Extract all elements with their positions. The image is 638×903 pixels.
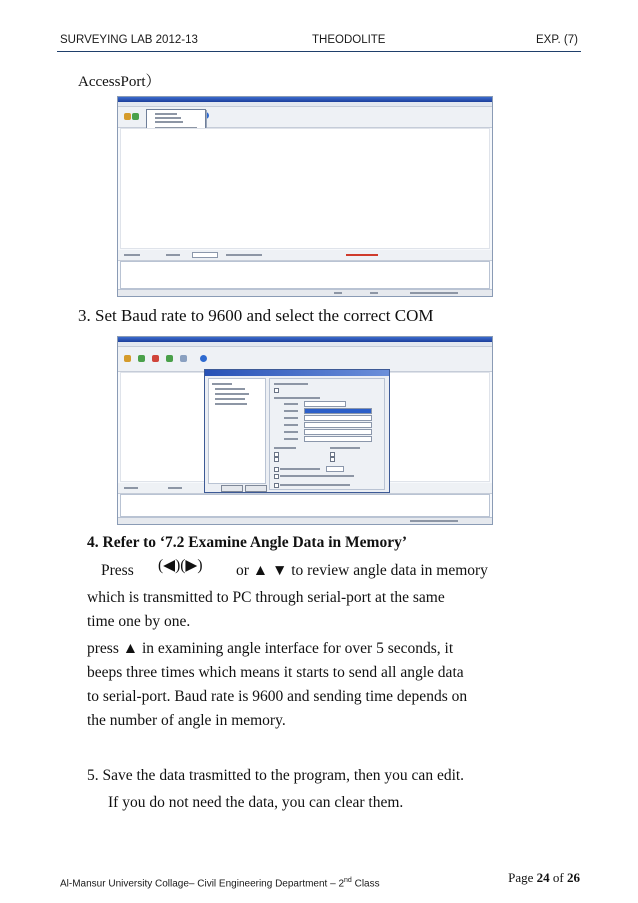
footer-superscript: nd <box>344 877 352 884</box>
step4-line2: which is transmitted to PC through serial-port at the same <box>87 589 445 606</box>
window-status-bar <box>118 289 492 296</box>
toolbar-settings-icon <box>166 355 173 362</box>
screenshot-baud-settings <box>117 336 493 525</box>
header-rule <box>57 51 581 52</box>
page-word: Page <box>508 870 537 885</box>
header-topic: THEODOLITE <box>312 34 386 46</box>
caption-accessport: AccessPort） <box>78 74 161 90</box>
header-course: SURVEYING LAB 2012-13 <box>60 34 198 46</box>
field-stop-bits <box>304 429 372 435</box>
send-toolbar <box>118 250 492 261</box>
window-status-bar-2 <box>118 517 492 524</box>
step4-arrows: or ▲ ▼ to review angle data in memory <box>236 562 488 579</box>
field-data-bits <box>304 422 372 428</box>
page-number <box>508 870 580 886</box>
dialog-cancel-button <box>245 485 267 492</box>
step5-line1: 5. Save the data trasmitted to the program, then you can edit. <box>87 767 465 784</box>
toolbar-connect-icon-2 <box>138 355 145 362</box>
settings-fields-panel <box>269 378 385 490</box>
toolbar-folder-icon <box>124 113 131 120</box>
toolbar-folder-icon-2 <box>124 355 131 362</box>
settings-dialog-title <box>205 370 389 376</box>
footer-class: Class <box>351 878 380 890</box>
field-flow-control <box>304 436 372 442</box>
step4-line4: press ▲ in examining angle interface for over 5 seconds, it <box>87 640 454 657</box>
screenshot-accessport-menu <box>117 96 493 297</box>
send-area <box>120 261 490 289</box>
field-port <box>304 401 346 407</box>
step4-line3: time one by one. <box>87 613 191 630</box>
step4-keys: (◀)(▶) <box>158 557 203 574</box>
send-area-2 <box>120 494 490 517</box>
settings-dialog <box>204 369 390 493</box>
toolbar-monitor-icon <box>180 355 187 362</box>
header-experiment: EXP. (7) <box>536 34 578 46</box>
receive-area <box>120 128 490 249</box>
page-current: 24 <box>536 870 550 885</box>
page-total: 26 <box>567 870 580 885</box>
page-of: of <box>549 870 567 885</box>
step4-line5: beeps three times which means it starts to send all angle data <box>87 664 464 681</box>
field-parity <box>304 415 372 421</box>
step4-title: 4. Refer to ‘7.2 Examine Angle Data in Memory’ <box>87 534 407 551</box>
step5-line2: If you do not need the data, you can clear them. <box>108 794 404 811</box>
toolbar-connect-icon <box>132 113 139 120</box>
toolbar-stop-icon <box>152 355 159 362</box>
step4-line6: to serial-port. Baud rate is 9600 and sending time depends on <box>87 688 468 705</box>
dialog-ok-button <box>221 485 243 492</box>
footer-institution <box>60 877 380 889</box>
footer-text: Al-Mansur University Collage– Civil Engineering Department – 2 <box>60 878 345 890</box>
step3-text: 3. Set Baud rate to 9600 and select the correct COM <box>78 306 434 325</box>
step4-line7: the number of angle in memory. <box>87 712 286 729</box>
step4-press: Press <box>101 562 134 579</box>
field-baud-rate-selected <box>304 408 372 414</box>
toolbar-globe-icon-2 <box>200 355 207 362</box>
settings-tree <box>208 378 266 484</box>
